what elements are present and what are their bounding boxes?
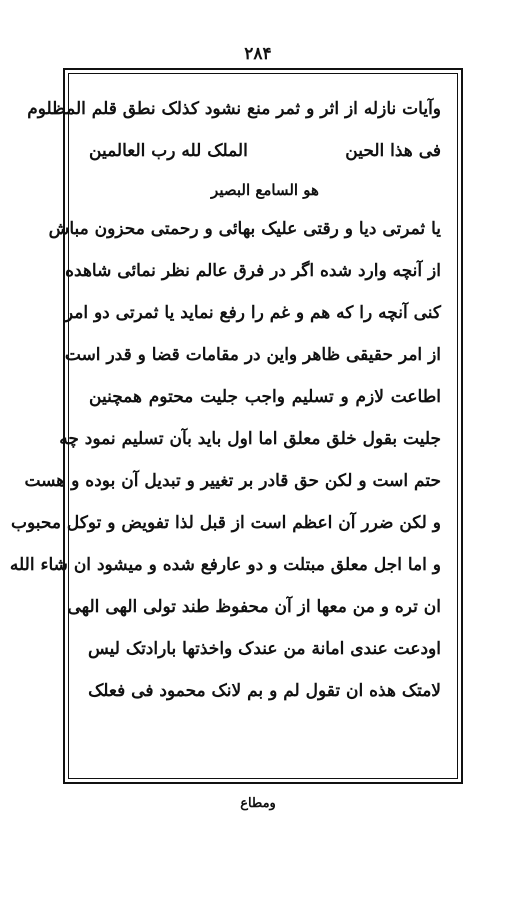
text-line: لامتک هذه ان تقول لم و بم لانک محمود فی فعلک <box>88 681 441 701</box>
text-line: و اما اجل معلق مبتلت و دو عارفع شده و میشود ان شاء الله <box>9 555 441 575</box>
text-line: کنی آنچه را که هم و غم را رفع نماید یا ثمرتی دو امر <box>64 303 441 323</box>
page-number: ۲۸۴ <box>244 44 272 64</box>
section-heading: هو السامع البصیر <box>211 181 319 199</box>
text-line: وآیات نازله از اثر و ثمر منع نشود کذلک نطق قلم المظلوم <box>27 99 441 119</box>
text-line-right: فی هذا الحین <box>345 141 441 161</box>
text-line: اودعت عندی امانة من عندک واخذتها بارادتک لیس <box>87 639 441 659</box>
page-frame <box>9 68 463 784</box>
manuscript-text <box>9 88 441 712</box>
text-line: اطاعت لازم و تسلیم واجب جلیت محتوم همچنین <box>89 387 441 407</box>
text-line: ان تره و من معها از آن محفوظ طند تولی الهی الهی <box>67 597 441 617</box>
text-line-split <box>89 130 441 172</box>
text-line: حتم است و لکن حق قادر بر تغییر و تبدیل آن بوده و هست <box>24 471 441 491</box>
text-line: و لکن ضرر آن اعظم است از قبل لذا تفویض و توکل محبوب <box>10 513 441 533</box>
text-line-left: الملک لله رب العالمین <box>89 141 248 161</box>
text-line: یا ثمرتی دیا و رقتی علیک بهائی و رحمتی محزون مباش <box>48 219 441 239</box>
catchword: ومطاع <box>240 796 276 811</box>
text-line: جلیت بقول خلق معلق اما اول باید بآن تسلیم نمود چه <box>59 429 441 449</box>
text-line: از امر حقیقی ظاهر واین در مقامات قضا و قدر است <box>64 345 441 365</box>
text-line: از آنچه وارد شده اگر در فرق عالم نظر نمائی شاهده <box>65 261 441 281</box>
